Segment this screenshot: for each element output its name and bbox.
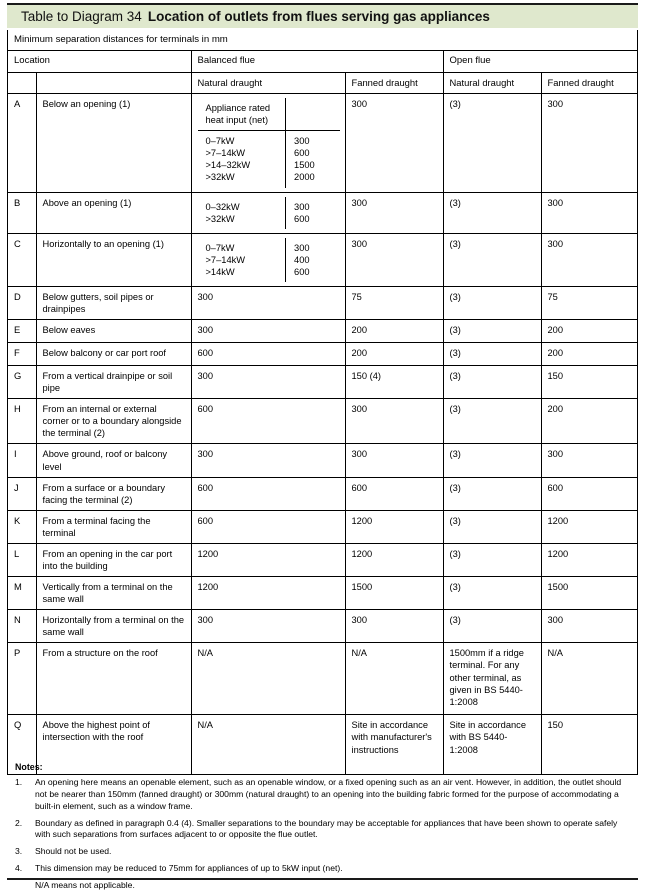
row-letter: D: [8, 286, 36, 319]
table-head: [8, 30, 637, 94]
cell-balanced-natural: N/A: [191, 715, 345, 775]
table-row: [8, 477, 637, 510]
table-row: [8, 366, 637, 399]
row-letter: M: [8, 577, 36, 610]
cell-balanced-natural: 600: [191, 477, 345, 510]
cell-open-natural: (3): [443, 610, 541, 643]
cell-open-natural: (3): [443, 94, 541, 192]
row-letter: J: [8, 477, 36, 510]
subtable-data-row: [198, 131, 340, 188]
row-description: Vertically from a terminal on the same wall: [36, 577, 191, 610]
note-number: 4.: [15, 863, 23, 874]
cell-balanced-fanned: 200: [345, 343, 443, 366]
header-balanced-natural-draught: Natural draught: [191, 72, 345, 93]
cell-open-natural: (3): [443, 233, 541, 286]
appliance-rating-values: 300 600: [286, 197, 340, 229]
row-letter: B: [8, 192, 36, 233]
row-description: From an opening in the car port into the building: [36, 543, 191, 576]
table-row: [8, 577, 637, 610]
note-text: Should not be used.: [35, 846, 112, 857]
subtable-header-row: [198, 98, 340, 131]
cell-open-fanned: 300: [541, 444, 637, 477]
cell-open-natural: (3): [443, 286, 541, 319]
cell-balanced-fanned: 1200: [345, 543, 443, 576]
header-location: Location: [8, 51, 191, 72]
notes-section: [7, 757, 638, 896]
cell-open-natural: (3): [443, 510, 541, 543]
cell-balanced-natural: 300: [191, 320, 345, 343]
cell-balanced-natural: 300: [191, 286, 345, 319]
cell-open-fanned: 300: [541, 94, 637, 192]
cell-balanced-natural: [191, 233, 345, 286]
appliance-rating-keys: 0–32kW >32kW: [205, 201, 240, 224]
table-title-band: [7, 3, 638, 28]
cell-balanced-fanned: Site in accordance with manufacturer's instructions: [345, 715, 443, 775]
cell-balanced-fanned: 200: [345, 320, 443, 343]
cell-balanced-fanned: 300: [345, 94, 443, 192]
row-description: Horizontally to an opening (1): [36, 233, 191, 286]
row-letter: A: [8, 94, 36, 192]
cell-open-natural: (3): [443, 577, 541, 610]
cell-balanced-fanned: 300: [345, 192, 443, 233]
cell-balanced-natural: 1200: [191, 543, 345, 576]
appliance-rating-label: Appliance rated heat input (net): [198, 98, 286, 131]
cell-open-fanned: 200: [541, 399, 637, 444]
row-description: From a vertical drainpipe or soil pipe: [36, 366, 191, 399]
header-group-row: [8, 51, 637, 72]
row-letter: F: [8, 343, 36, 366]
cell-balanced-fanned: 300: [345, 399, 443, 444]
note-text: This dimension may be reduced to 75mm for appliances of up to 5kW input (net).: [35, 863, 343, 874]
cell-open-natural: (3): [443, 444, 541, 477]
row-letter: H: [8, 399, 36, 444]
header-desc-col: [36, 72, 191, 93]
row-letter: G: [8, 366, 36, 399]
appliance-rating-keys: 0–7kW >7–14kW >14kW: [205, 242, 246, 277]
table-row: [8, 543, 637, 576]
cell-open-fanned: 300: [541, 192, 637, 233]
note-item: [15, 818, 630, 842]
table-row: [8, 233, 637, 286]
cell-open-fanned: 200: [541, 343, 637, 366]
cell-open-fanned: 1200: [541, 543, 637, 576]
cell-balanced-natural: 300: [191, 444, 345, 477]
table-row: [8, 286, 637, 319]
cell-balanced-natural: [191, 192, 345, 233]
table-row: [8, 399, 637, 444]
note-text: Boundary as defined in paragraph 0.4 (4). Smaller separations to the boundary may be acceptable for appliances that have been shown to operate safely with such separations from surfaces adjacent to or opposite the flue outlet.: [35, 817, 618, 840]
row-description: Below balcony or car port roof: [36, 343, 191, 366]
cell-balanced-fanned: 1500: [345, 577, 443, 610]
table-row: [8, 320, 637, 343]
separation-distances-table: [8, 30, 637, 775]
notes-title: Notes:: [15, 762, 43, 772]
row-description: Above ground, roof or balcony level: [36, 444, 191, 477]
table-row: [8, 94, 637, 192]
header-group-balanced-flue: Balanced flue: [191, 51, 443, 72]
cell-balanced-natural: 600: [191, 399, 345, 444]
note-text: An opening here means an openable element, such as an openable window, or a fixed opening such as an air vent. However, in addition, the outlet should not be nearer than 150mm (fanned draught) or 300mm (natural draught) to an opening into the building fabric formed for the purpose of accommodating a built-in element, such as a window frame.: [35, 777, 622, 811]
row-letter: E: [8, 320, 36, 343]
table-row: [8, 192, 637, 233]
cell-open-fanned: 1200: [541, 510, 637, 543]
appliance-rating-subtable: [198, 238, 340, 282]
cell-open-natural: (3): [443, 399, 541, 444]
appliance-rating-blank: [286, 98, 340, 131]
header-open-fanned-draught: Fanned draught: [541, 72, 637, 93]
note-item: [15, 863, 630, 875]
cell-open-natural: (3): [443, 543, 541, 576]
cell-balanced-natural: 300: [191, 366, 345, 399]
cell-balanced-natural: 600: [191, 510, 345, 543]
cell-balanced-fanned: 150 (4): [345, 366, 443, 399]
cell-open-fanned: 600: [541, 477, 637, 510]
cell-open-fanned: N/A: [541, 643, 637, 715]
note-item: [15, 777, 630, 813]
row-description: Above the highest point of intersection with the roof: [36, 715, 191, 775]
header-open-natural-draught: Natural draught: [443, 72, 541, 93]
cell-balanced-fanned: 300: [345, 444, 443, 477]
cell-open-fanned: 1500: [541, 577, 637, 610]
table-body: [8, 94, 637, 775]
cell-balanced-fanned: 600: [345, 477, 443, 510]
row-letter: N: [8, 610, 36, 643]
cell-balanced-fanned: N/A: [345, 643, 443, 715]
row-letter: K: [8, 510, 36, 543]
header-sub-row: [8, 72, 637, 93]
row-description: From an internal or external corner or to a boundary alongside the terminal (2): [36, 399, 191, 444]
cell-open-fanned: 75: [541, 286, 637, 319]
cell-balanced-fanned: 300: [345, 610, 443, 643]
cell-open-natural: (3): [443, 192, 541, 233]
note-number: 1.: [15, 777, 23, 787]
notes-footer: N/A means not applicable.: [35, 880, 135, 891]
cell-open-fanned: 300: [541, 610, 637, 643]
cell-balanced-fanned: 75: [345, 286, 443, 319]
note-number: 2.: [15, 817, 23, 828]
subtable-data-row: [198, 238, 340, 282]
row-description: Below an opening (1): [36, 94, 191, 192]
table-row: [8, 610, 637, 643]
row-description: From a terminal facing the terminal: [36, 510, 191, 543]
cell-balanced-natural: [191, 94, 345, 192]
cell-open-fanned: 150: [541, 715, 637, 775]
cell-open-natural: (3): [443, 343, 541, 366]
cell-open-fanned: 150: [541, 366, 637, 399]
cell-balanced-natural: N/A: [191, 643, 345, 715]
row-description: From a structure on the roof: [36, 643, 191, 715]
row-description: Above an opening (1): [36, 192, 191, 233]
row-letter: L: [8, 543, 36, 576]
cell-open-fanned: 200: [541, 320, 637, 343]
row-description: Below gutters, soil pipes or drainpipes: [36, 286, 191, 319]
table-row: [8, 444, 637, 477]
row-letter: Q: [8, 715, 36, 775]
row-letter: P: [8, 643, 36, 715]
header-banner: Minimum separation distances for terminals in mm: [8, 30, 637, 51]
row-description: From a surface or a boundary facing the terminal (2): [36, 477, 191, 510]
row-letter: I: [8, 444, 36, 477]
table-title-prefix: Table to Diagram 34: [21, 9, 142, 24]
row-description: Below eaves: [36, 320, 191, 343]
cell-balanced-natural: 1200: [191, 577, 345, 610]
appliance-rating-values: 300 400 600: [286, 238, 340, 282]
cell-balanced-natural: 300: [191, 610, 345, 643]
cell-open-natural: Site in accordance with BS 5440-1:2008: [443, 715, 541, 775]
subtable-data-row: [198, 197, 340, 229]
header-banner-row: [8, 30, 637, 51]
appliance-rating-values: 300 600 1500 2000: [286, 131, 340, 188]
header-group-open-flue: Open flue: [443, 51, 637, 72]
note-number: 3.: [15, 846, 23, 857]
bottom-rule: [7, 878, 638, 880]
table-row: [8, 643, 637, 715]
appliance-rating-keys: 0–7kW >7–14kW >14–32kW >32kW: [205, 136, 251, 183]
row-description: Horizontally from a terminal on the same wall: [36, 610, 191, 643]
header-letter-col: [8, 72, 36, 93]
cell-open-natural: (3): [443, 366, 541, 399]
table-row: [8, 510, 637, 543]
cell-open-natural: (3): [443, 477, 541, 510]
table-title-main: Location of outlets from flues serving gas appliances: [147, 9, 490, 24]
appliance-rating-subtable: [198, 98, 340, 187]
cell-balanced-fanned: 300: [345, 233, 443, 286]
appliance-rating-subtable: [198, 197, 340, 229]
note-item: [15, 846, 630, 858]
row-letter: C: [8, 233, 36, 286]
cell-open-natural: (3): [443, 320, 541, 343]
cell-open-natural: 1500mm if a ridge terminal. For any other terminal, as given in BS 5440-1:2008: [443, 643, 541, 715]
table-frame: [7, 30, 638, 775]
cell-balanced-natural: 600: [191, 343, 345, 366]
cell-balanced-fanned: 1200: [345, 510, 443, 543]
header-balanced-fanned-draught: Fanned draught: [345, 72, 443, 93]
cell-open-fanned: 300: [541, 233, 637, 286]
table-row: [8, 343, 637, 366]
